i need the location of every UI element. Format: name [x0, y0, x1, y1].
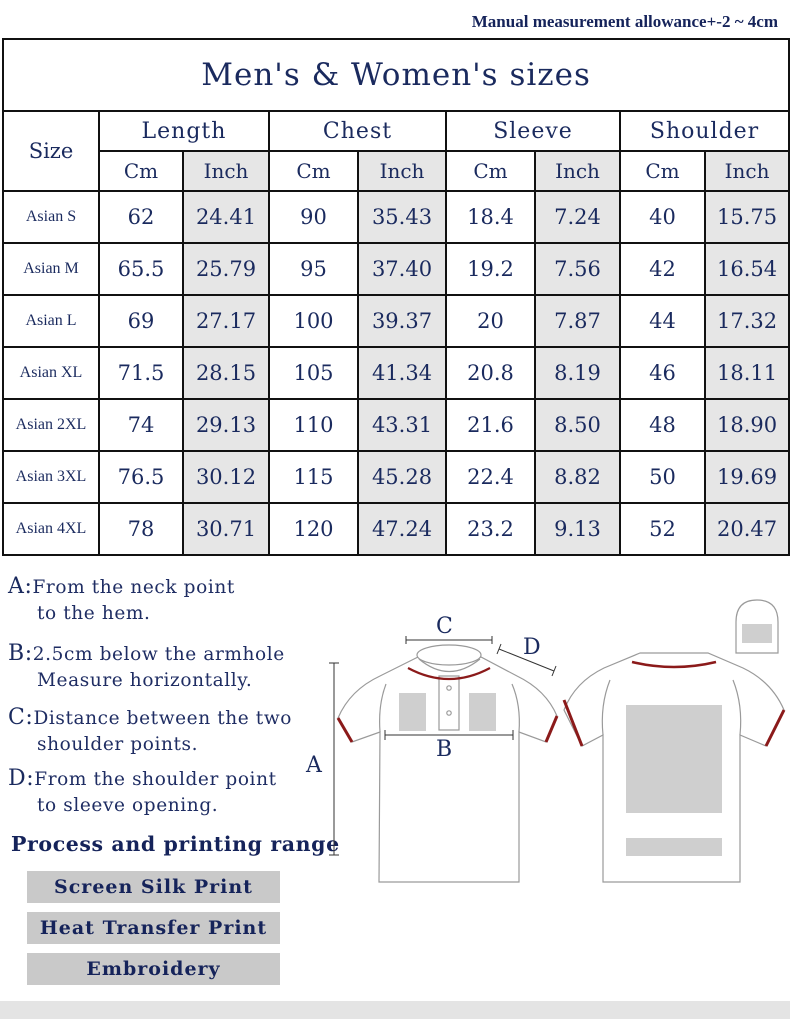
screen-silk-print-option[interactable]: Screen Silk Print [27, 871, 280, 903]
length-cm-header: Cm [99, 151, 183, 191]
value-cell: 42 [620, 243, 705, 295]
note-key: A: [8, 574, 33, 599]
value-cell: 8.82 [535, 451, 620, 503]
measure-line-a [329, 663, 339, 855]
value-cell: 8.19 [535, 347, 620, 399]
value-cell: 50 [620, 451, 705, 503]
shoulder-header: Shoulder [620, 111, 789, 151]
process-title: Process and printing range [11, 832, 340, 856]
value-cell: 18.4 [446, 191, 535, 243]
chest-inch-header: Inch [358, 151, 446, 191]
length-header: Length [99, 111, 269, 151]
value-cell: 30.71 [183, 503, 269, 555]
note-line: From the neck point [32, 577, 235, 598]
embroidery-option[interactable]: Embroidery [27, 953, 280, 985]
value-cell: 46 [620, 347, 705, 399]
value-cell: 7.87 [535, 295, 620, 347]
note-key: D: [8, 766, 35, 791]
value-cell: 78 [99, 503, 183, 555]
value-cell: 18.11 [705, 347, 789, 399]
size-column-header: Size [3, 111, 99, 191]
note-line: From the shoulder point [34, 769, 277, 790]
value-cell: 15.75 [705, 191, 789, 243]
note-key: B: [8, 641, 33, 666]
value-cell: 19.69 [705, 451, 789, 503]
value-cell: 62 [99, 191, 183, 243]
value-cell: 115 [269, 451, 358, 503]
value-cell: 37.40 [358, 243, 446, 295]
value-cell: 8.50 [535, 399, 620, 451]
value-cell: 65.5 [99, 243, 183, 295]
value-cell: 20 [446, 295, 535, 347]
measurement-allowance-note: Manual measurement allowance+-2 ~ 4cm [471, 12, 778, 31]
size-cell: Asian S [3, 191, 99, 243]
value-cell: 44 [620, 295, 705, 347]
value-cell: 41.34 [358, 347, 446, 399]
front-shirt-icon [338, 645, 557, 882]
note-line: Distance between the two [33, 708, 293, 729]
value-cell: 20.8 [446, 347, 535, 399]
value-cell: 40 [620, 191, 705, 243]
sleeve-inch-header: Inch [535, 151, 620, 191]
value-cell: 110 [269, 399, 358, 451]
value-cell: 105 [269, 347, 358, 399]
note-line: shoulder points. [37, 734, 199, 755]
value-cell: 48 [620, 399, 705, 451]
sleeve-cm-header: Cm [446, 151, 535, 191]
value-cell: 76.5 [99, 451, 183, 503]
sleeve-header: Sleeve [446, 111, 620, 151]
label-c: C [436, 614, 453, 639]
label-a: A [306, 753, 322, 778]
size-cell: Asian 3XL [3, 451, 99, 503]
value-cell: 17.32 [705, 295, 789, 347]
value-cell: 52 [620, 503, 705, 555]
value-cell: 71.5 [99, 347, 183, 399]
front-right-print-area [469, 693, 496, 731]
table-title: Men's & Women's sizes [3, 39, 789, 111]
shoulder-inch-header: Inch [705, 151, 789, 191]
value-cell: 100 [269, 295, 358, 347]
value-cell: 16.54 [705, 243, 789, 295]
note-line: 2.5cm below the armhole [32, 644, 285, 665]
value-cell: 25.79 [183, 243, 269, 295]
note-line: Measure horizontally. [37, 670, 253, 691]
value-cell: 47.24 [358, 503, 446, 555]
value-cell: 20.47 [705, 503, 789, 555]
bottom-divider [0, 1001, 790, 1019]
value-cell: 90 [269, 191, 358, 243]
back-print-area [626, 705, 722, 813]
value-cell: 7.24 [535, 191, 620, 243]
label-b: B [436, 737, 453, 762]
value-cell: 7.56 [535, 243, 620, 295]
value-cell: 120 [269, 503, 358, 555]
value-cell: 18.90 [705, 399, 789, 451]
collar-print-icon [736, 600, 778, 653]
size-cell: Asian XL [3, 347, 99, 399]
label-d: D [523, 635, 541, 660]
value-cell: 22.4 [446, 451, 535, 503]
size-cell: Asian 4XL [3, 503, 99, 555]
value-cell: 30.12 [183, 451, 269, 503]
value-cell: 23.2 [446, 503, 535, 555]
value-cell: 39.37 [358, 295, 446, 347]
value-cell: 95 [269, 243, 358, 295]
value-cell: 9.13 [535, 503, 620, 555]
length-inch-header: Inch [183, 151, 269, 191]
chest-header: Chest [269, 111, 446, 151]
note-line: to sleeve opening. [37, 795, 219, 816]
value-cell: 19.2 [446, 243, 535, 295]
value-cell: 21.6 [446, 399, 535, 451]
value-cell: 35.43 [358, 191, 446, 243]
value-cell: 43.31 [358, 399, 446, 451]
chest-cm-header: Cm [269, 151, 358, 191]
size-cell: Asian L [3, 295, 99, 347]
heat-transfer-print-option[interactable]: Heat Transfer Print [27, 912, 280, 944]
value-cell: 28.15 [183, 347, 269, 399]
front-left-print-area [399, 693, 426, 731]
value-cell: 27.17 [183, 295, 269, 347]
note-line: to the hem. [37, 603, 151, 624]
size-cell: Asian M [3, 243, 99, 295]
value-cell: 74 [99, 399, 183, 451]
back-hem-print-area [626, 838, 722, 856]
value-cell: 24.41 [183, 191, 269, 243]
value-cell: 29.13 [183, 399, 269, 451]
value-cell: 69 [99, 295, 183, 347]
size-cell: Asian 2XL [3, 399, 99, 451]
value-cell: 45.28 [358, 451, 446, 503]
note-key: C: [8, 705, 34, 730]
shoulder-cm-header: Cm [620, 151, 705, 191]
